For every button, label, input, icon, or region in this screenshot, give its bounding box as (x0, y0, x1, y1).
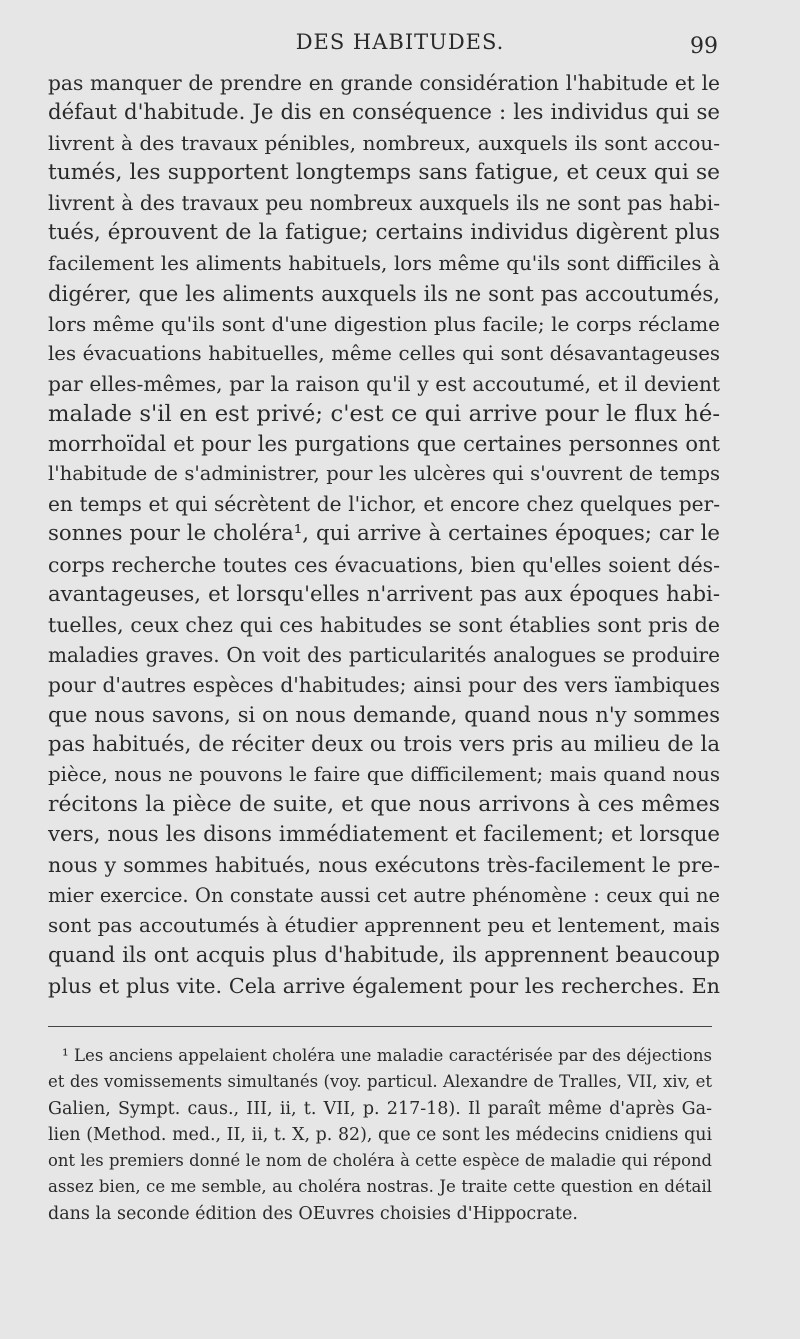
body-line: livrent à des travaux pénibles, nombreux, auxquels ils sont accou- (48, 131, 720, 156)
body-line: lors même qu'ils sont d'une digestion plus facile; le corps réclame (48, 311, 720, 336)
body-line: sonnes pour le choléra¹, qui arrive à certaines époques; car le (48, 521, 720, 547)
body-line: plus et plus vite. Cela arrive également pour les recherches. En (48, 973, 720, 998)
body-line: tués, éprouvent de la fatigue; certains individus digèrent plus (48, 220, 720, 246)
footnote-line: dans la seconde édition des OEuvres choisies d'Hippocrate. (48, 1203, 578, 1224)
body-line: avantageuses, et lorsqu'elles n'arrivent pas aux époques habi- (48, 581, 720, 607)
body-line: sont pas accoutumés à étudier apprennent peu et lentement, mais (48, 913, 720, 937)
footnote-line: Galien, Sympt. caus., III, ii, t. VII, p. 217-18). Il paraît même d'après Ga- (48, 1098, 712, 1119)
page-number: 99 (690, 34, 718, 59)
body-line: mier exercice. On constate aussi cet autre phénomène : ceux qui ne (48, 883, 720, 907)
body-line: tuelles, ceux chez qui ces habitudes se sont établies sont pris de (48, 612, 720, 637)
body-line: maladies graves. On voit des particularités analogues se produire (48, 642, 720, 667)
running-title: DES HABITUDES. (295, 30, 505, 54)
body-line: pas habitués, de réciter deux ou trois vers pris au milieu de la (48, 732, 720, 758)
body-line: par elles-mêmes, par la raison qu'il y est accoutumé, et il devient (48, 371, 720, 396)
footnote-line: ont les premiers donné le nom de choléra à cette espèce de maladie qui répond (48, 1151, 712, 1171)
footnote-line: lien (Method. med., II, ii, t. X, p. 82), que ce sont les médecins cnidiens qui (48, 1124, 712, 1145)
body-line: vers, nous les disons immédiatement et facilement; et lorsque (48, 822, 720, 848)
body-line: nous y sommes habitués, nous exécutons très-facilement le pre- (48, 853, 720, 878)
body-line: malade s'il en est privé; c'est ce qui arrive pour le flux hé- (48, 401, 720, 428)
body-line: récitons la pièce de suite, et que nous arrivons à ces mêmes (48, 792, 720, 818)
body-line: morrhoïdal et pour les purgations que certaines personnes ont (48, 431, 720, 457)
body-line: que nous savons, si on nous demande, quand nous n'y sommes (48, 701, 720, 727)
body-line: facilement les aliments habituels, lors même qu'ils sont difficiles à (48, 251, 720, 275)
footnote-line: assez bien, ce me semble, au choléra nostras. Je traite cette question en détail (48, 1177, 712, 1197)
body-line: les évacuations habituelles, même celles qui sont désavantageuses (48, 341, 720, 365)
running-head (0, 28, 800, 58)
footnotes (48, 1043, 712, 1227)
body-line: pour d'autres espèces d'habitudes; ainsi pour des vers ïambiques (48, 672, 720, 697)
footnote-line: et des vomissements simultanés (voy. particul. Alexandre de Tralles, VII, xiv, et (48, 1072, 712, 1092)
body-text (48, 68, 720, 1001)
body-line: l'habitude de s'administrer, pour les ulcères qui s'ouvrent de temps (48, 462, 720, 486)
footnote-line: ¹ Les anciens appelaient choléra une maladie caractérisée par des déjections (62, 1046, 712, 1065)
body-line: livrent à des travaux peu nombreux auxquels ils ne sont pas habi- (48, 191, 720, 216)
body-line: digérer, que les aliments auxquels ils ne sont pas accoutumés, (48, 280, 720, 306)
body-line: en temps et qui sécrètent de l'ichor, et encore chez quelques per- (48, 492, 720, 517)
body-line: pièce, nous ne pouvons le faire que difficilement; mais quand nous (48, 763, 720, 787)
body-line: pas manquer de prendre en grande considération l'habitude et le (48, 71, 720, 95)
footnote-rule (48, 1026, 712, 1027)
body-line: corps recherche toutes ces évacuations, bien qu'elles soient dés- (48, 552, 720, 577)
body-line: défaut d'habitude. Je dis en conséquence : les individus qui se (48, 100, 720, 126)
body-line: quand ils ont acquis plus d'habitude, ils apprennent beaucoup (48, 942, 720, 968)
body-line: tumés, les supportent longtemps sans fatigue, et ceux qui se (48, 160, 720, 186)
